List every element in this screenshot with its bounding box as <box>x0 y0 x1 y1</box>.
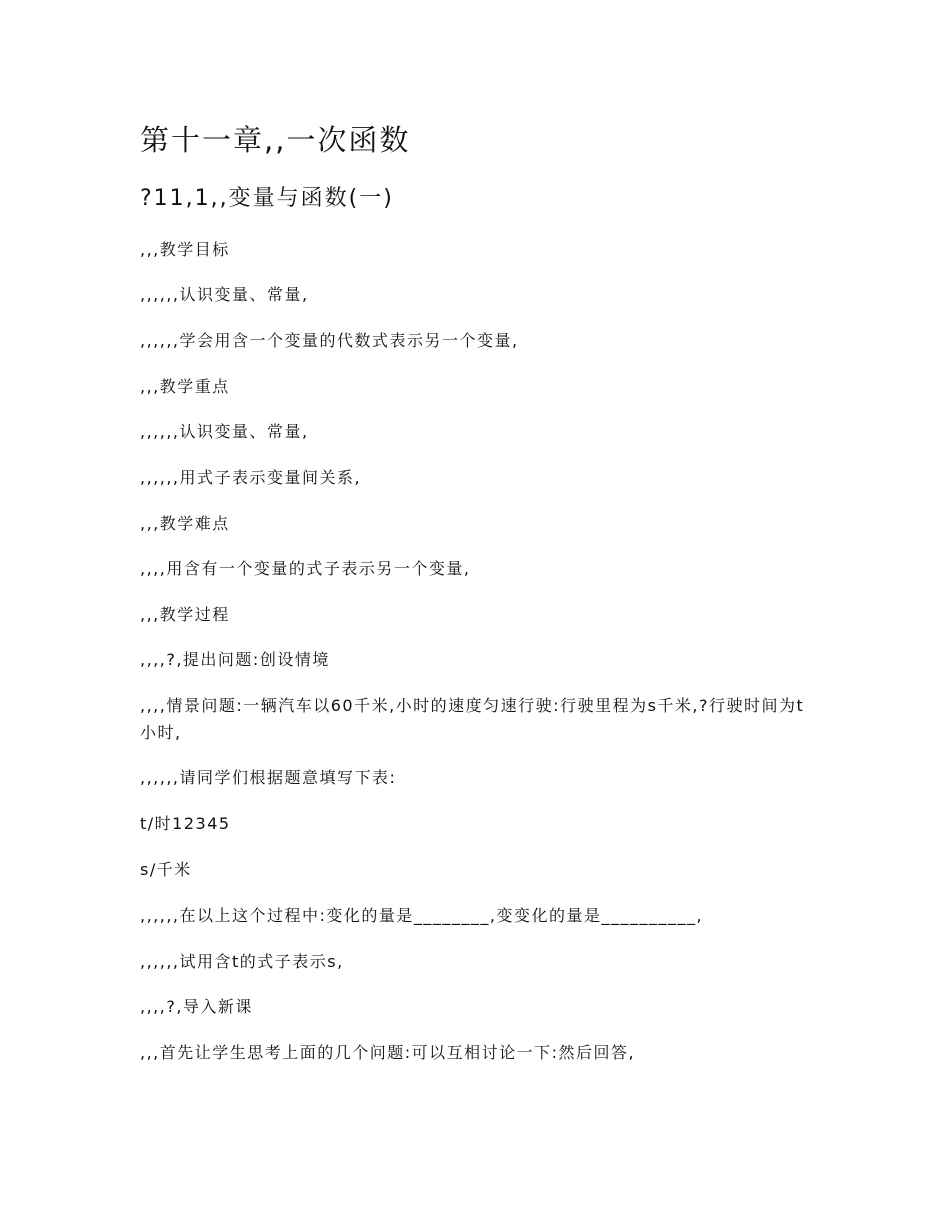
process-step: ,,,,?,导入新课 <box>140 997 253 1016</box>
heading-difficulties: ,,,教学难点 <box>140 514 230 533</box>
objective-item: ,,,,,,学会用含一个变量的代数式表示另一个变量, <box>140 331 519 350</box>
question-paragraph: ,,,,,,在以上这个过程中:变化的量是________,变变化的量是__________, <box>140 906 704 925</box>
table-row-distance: s/千米 <box>140 860 192 879</box>
heading-teaching-process: ,,,教学过程 <box>140 605 230 624</box>
difficulty-item: ,,,,用含有一个变量的式子表示另一个变量, <box>140 559 471 578</box>
scenario-paragraph: ,,,,情景问题:一辆汽车以60千米,小时的速度匀速行驶:行驶里程为s千米,?行驶时间为t小时, <box>140 696 805 742</box>
key-point-item: ,,,,,,用式子表示变量间关系, <box>140 468 362 487</box>
discussion-paragraph: ,,,首先让学生思考上面的几个问题:可以互相讨论一下:然后回答, <box>140 1043 636 1062</box>
process-step: ,,,,?,提出问题:创设情境 <box>140 650 330 669</box>
question-paragraph: ,,,,,,试用含t的式子表示s, <box>140 952 344 971</box>
heading-key-points: ,,,教学重点 <box>140 377 230 396</box>
instruction-paragraph: ,,,,,,请同学们根据题意填写下表: <box>140 768 397 787</box>
chapter-title: 第十一章,,一次函数 <box>140 123 411 157</box>
heading-teaching-objectives: ,,,教学目标 <box>140 240 230 259</box>
section-title: ?11,1,,变量与函数(一) <box>140 186 394 211</box>
objective-item: ,,,,,,认识变量、常量, <box>140 285 309 304</box>
key-point-item: ,,,,,,认识变量、常量, <box>140 422 309 441</box>
table-row-time: t/时12345 <box>140 814 231 833</box>
